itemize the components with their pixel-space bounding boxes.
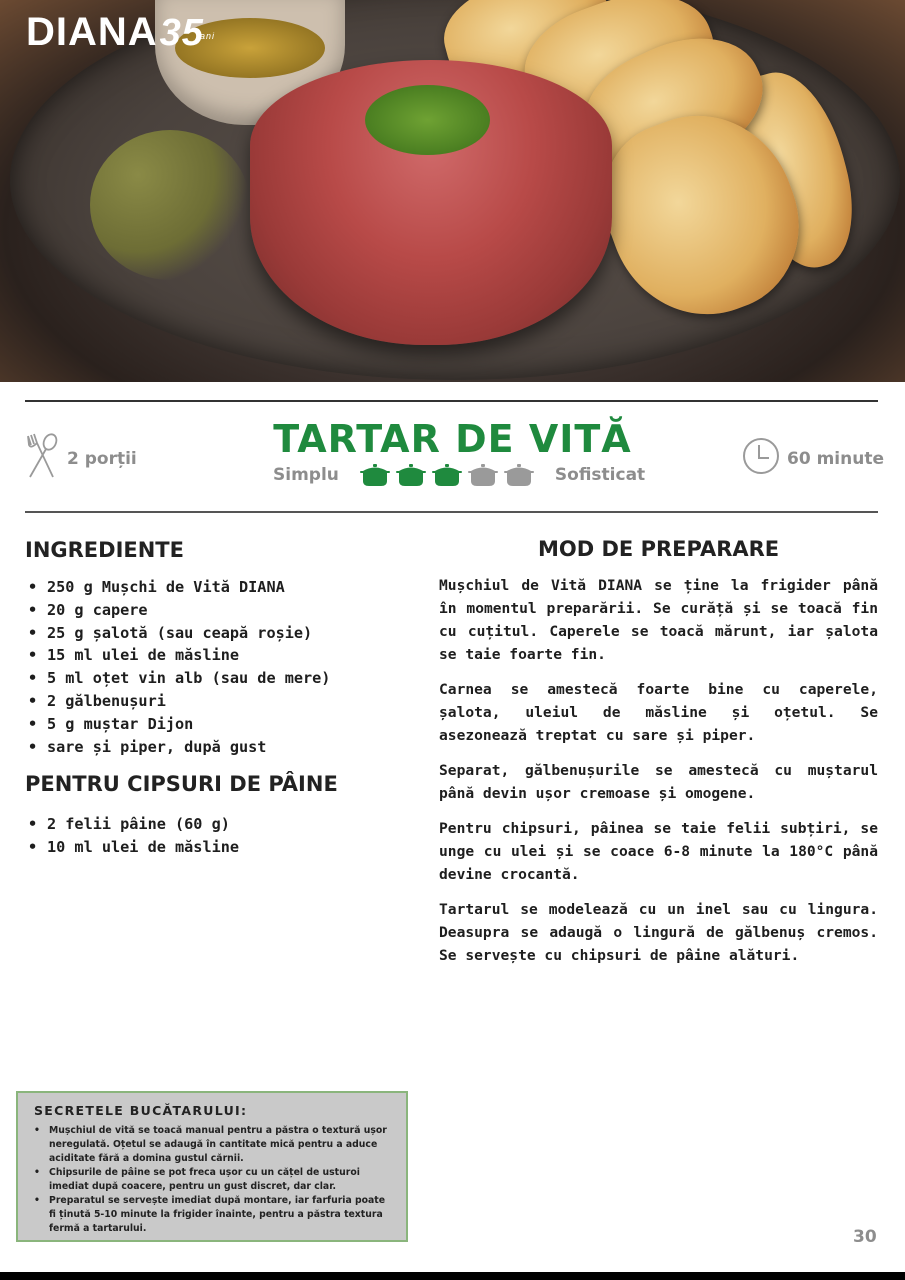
ingredients-heading: INGREDIENTE (25, 538, 184, 562)
preparation-steps (439, 574, 878, 979)
ingredient-item: • 15 ml ulei de măsline (25, 644, 330, 667)
pot-icon-empty (503, 464, 535, 486)
ingredient-item: • 25 g șalotă (sau ceapă roșie) (25, 622, 330, 645)
difficulty-low-label: Simplu (273, 465, 339, 485)
pot-icon-filled (431, 464, 463, 486)
divider-bottom (25, 511, 878, 513)
chef-secrets-heading: SECRETELE BUCĂTARULUI: (34, 1103, 248, 1118)
ingredient-item: • sare și piper, după gust (25, 736, 330, 759)
page-number: 30 (853, 1227, 877, 1247)
diana-logo (26, 12, 215, 52)
ingredient-item: • 2 felii pâine (60 g) (25, 813, 239, 836)
chef-secrets-box (16, 1091, 408, 1242)
chef-secrets-list (34, 1124, 392, 1236)
chef-secret-item: • Preparatul se servește imediat după montare, iar farfuria poate fi ținută 5-10 minute la frigider înainte, pentru a păstra textura fermă a tartarului. (34, 1194, 392, 1236)
preparation-paragraph: Carnea se amestecă foarte bine cu caperele, șalota, uleiul de măsline și oțetul. Se asezonează treptat cu sare și piper. (439, 681, 878, 744)
bottom-bar (0, 1272, 905, 1280)
beef-tartare (250, 60, 612, 345)
anniversary-suffix: ani (199, 31, 215, 41)
recipe-title: TARTAR DE VITĂ (273, 417, 632, 461)
preparation-heading: MOD DE PREPARARE (538, 537, 780, 561)
difficulty-high-label: Sofisticat (554, 465, 646, 485)
preparation-paragraph: Tartarul se modelează cu un inel sau cu lingura. Deasupra se adaugă o lingură de gălbenuș cremos. Se servește cu chipsuri de pâine alături. (439, 901, 878, 964)
logo-text: DIANA (26, 10, 158, 54)
difficulty-pots (359, 464, 535, 486)
divider-top (25, 400, 878, 402)
chives-garnish (365, 85, 490, 155)
ingredient-item: • 10 ml ulei de măsline (25, 836, 239, 859)
hero-photo (0, 0, 905, 382)
bread-chips-list (25, 813, 239, 859)
cooking-time (742, 437, 884, 480)
pot-icon-filled (395, 464, 427, 486)
clock-icon (742, 437, 780, 480)
difficulty-rating (273, 464, 645, 486)
preparation-paragraph: Mușchiul de Vită DIANA se ține la frigider până în momentul preparării. Se curăță și se toacă fin cu cuțitul. Caperele se toacă mărunt, iar șalota se taie foarte fin. (439, 577, 878, 663)
anniversary-number: 35 (159, 12, 204, 54)
ingredient-item: • 5 g muștar Dijon (25, 713, 330, 736)
time-label: 60 minute (787, 448, 884, 469)
ingredient-item: • 2 gălbenușuri (25, 690, 330, 713)
ingredient-item: • 5 ml oțet vin alb (sau de mere) (25, 667, 330, 690)
capers-pile (90, 130, 250, 280)
chef-secret-item: • Mușchiul de vită se toacă manual pentru a păstra o textură ușor neregulată. Oțetul se adaugă în cantitate mică pentru a aduce aciditate fără a domina gustul cărnii. (34, 1124, 392, 1166)
ingredients-list (25, 576, 330, 758)
bread-chips-heading: PENTRU CIPSURI DE PÂINE (25, 772, 338, 796)
pot-icon-empty (467, 464, 499, 486)
preparation-paragraph: Separat, gălbenușurile se amestecă cu muștarul până devin ușor cremoase și omogene. (439, 762, 878, 802)
preparation-paragraph: Pentru chipsuri, pâinea se taie felii subțiri, se unge cu ulei și se coace 6-8 minute la 180°C până devine crocantă. (439, 820, 878, 883)
chef-secret-item: • Chipsurile de pâine se pot freca ușor cu un cățel de usturoi imediat după coacere, pentru un gust discret, dar clar. (34, 1166, 392, 1194)
ingredient-item: • 250 g Mușchi de Vită DIANA (25, 576, 330, 599)
ingredient-item: • 20 g capere (25, 599, 330, 622)
servings-label: 2 porții (67, 448, 137, 469)
pot-icon-filled (359, 464, 391, 486)
